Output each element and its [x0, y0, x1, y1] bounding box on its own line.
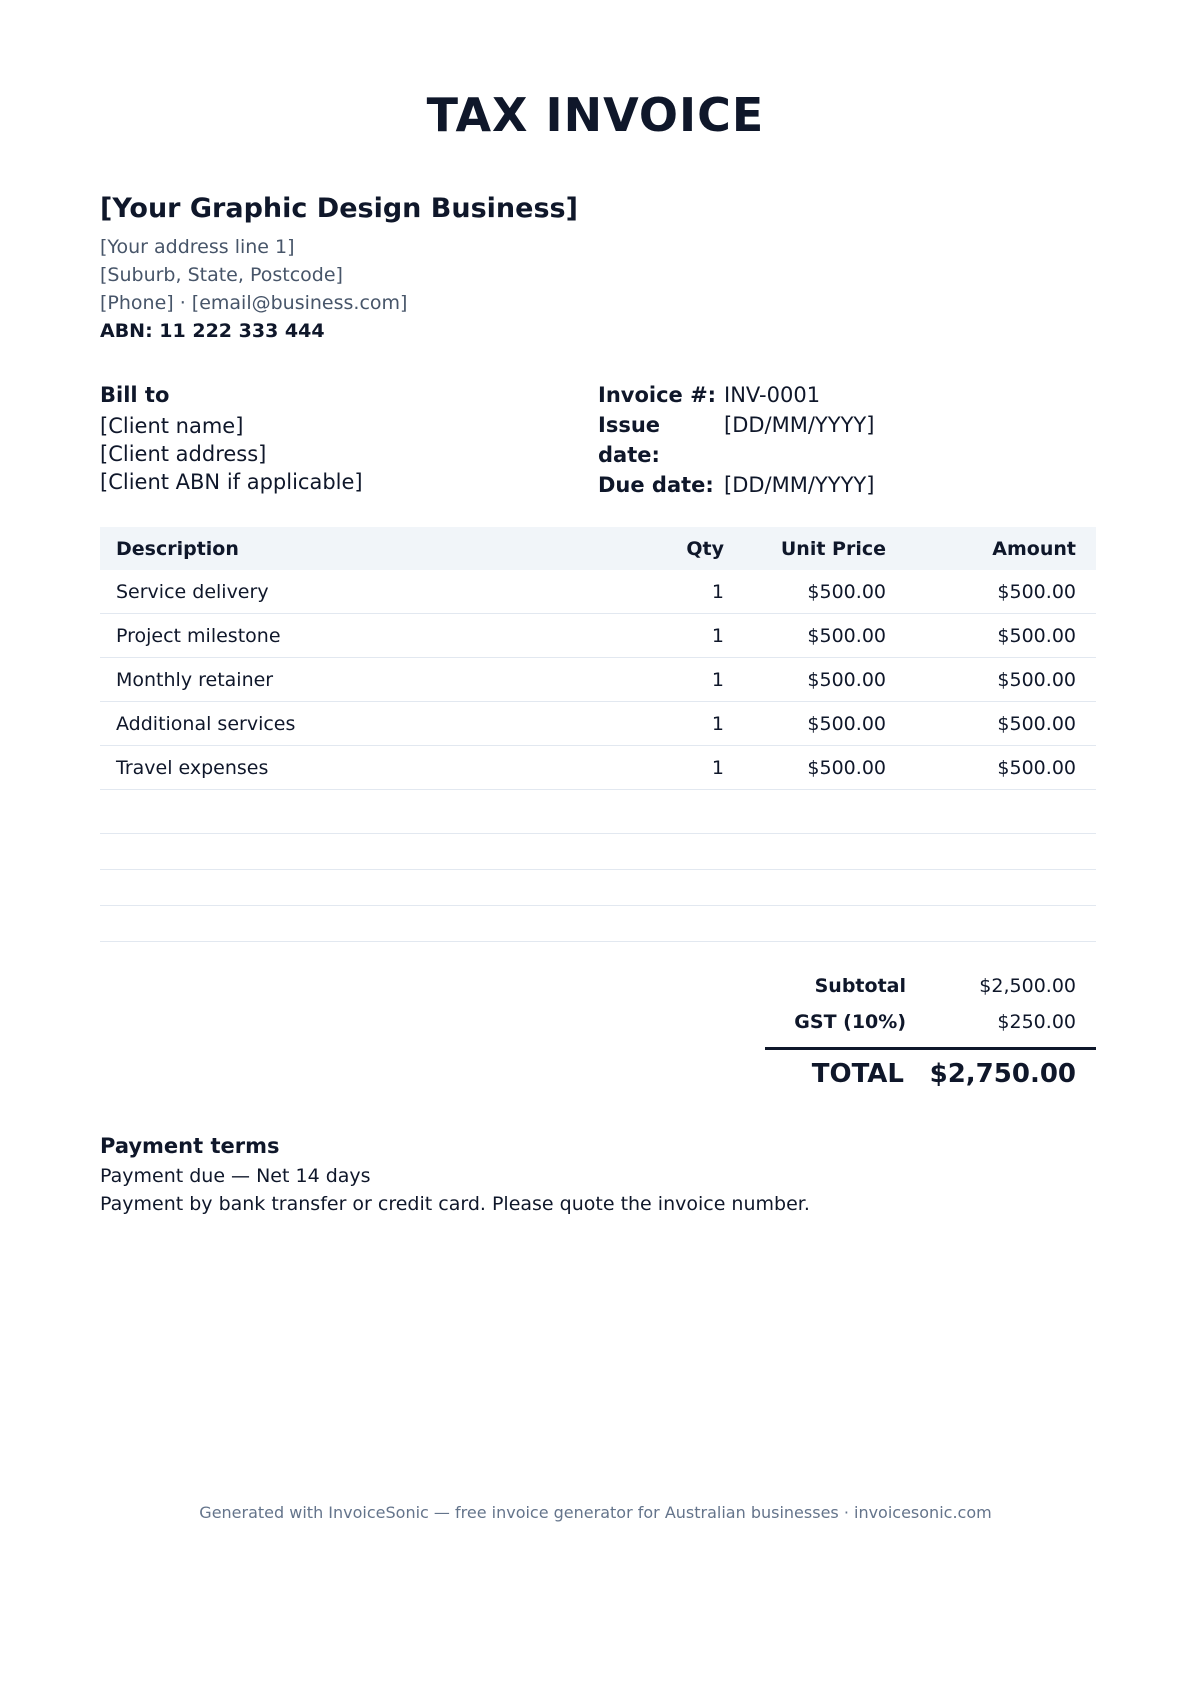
empty-row [100, 906, 1096, 942]
table-row [100, 746, 1096, 790]
header-description: Description [116, 537, 239, 560]
row-description: Monthly retainer [116, 668, 274, 691]
invoice-number-row [598, 380, 1098, 410]
business-address-line1: [Your address line 1] [100, 236, 295, 258]
empty-row [100, 834, 1096, 870]
client-abn: [Client ABN if applicable] [100, 470, 363, 494]
row-qty: 1 [711, 712, 724, 735]
row-amount: $500.00 [997, 756, 1076, 779]
totals-section [765, 968, 1096, 1098]
payment-terms-line1: Payment due — Net 14 days [100, 1165, 371, 1187]
payment-terms-line2: Payment by bank transfer or credit card. Please quote the invoice number. [100, 1193, 810, 1215]
row-unit-price: $500.00 [807, 668, 886, 691]
business-abn: ABN: 11 222 333 444 [100, 320, 325, 342]
empty-row [100, 870, 1096, 906]
row-description: Project milestone [116, 624, 281, 647]
footer-note: Generated with InvoiceSonic — free invoice generator for Australian businesses · invoicesonic.com [199, 1503, 992, 1522]
row-unit-price: $500.00 [807, 756, 886, 779]
row-unit-price: $500.00 [807, 712, 886, 735]
row-amount: $500.00 [997, 712, 1076, 735]
header-amount: Amount [992, 537, 1076, 560]
table-row [100, 702, 1096, 746]
due-date-label: Due date: [598, 473, 714, 497]
subtotal-label: Subtotal [814, 975, 906, 997]
issue-date-label: Issue date: [598, 413, 661, 467]
client-address: [Client address] [100, 442, 267, 466]
table-row [100, 614, 1096, 658]
payment-terms [100, 1130, 1000, 1218]
empty-row [100, 790, 1096, 834]
business-details [100, 193, 800, 345]
row-unit-price: $500.00 [807, 580, 886, 603]
business-address-line2: [Suburb, State, Postcode] [100, 264, 343, 286]
total-value: $2,750.00 [929, 1059, 1076, 1089]
bill-to-heading: Bill to [100, 383, 170, 407]
row-amount: $500.00 [997, 624, 1076, 647]
due-date-row [598, 470, 1098, 500]
subtotal-value: $2,500.00 [979, 975, 1076, 997]
row-description: Travel expenses [116, 756, 269, 779]
total-row [765, 1050, 1096, 1098]
gst-label: GST (10%) [794, 1011, 906, 1033]
table-row [100, 658, 1096, 702]
total-label: TOTAL [811, 1059, 904, 1089]
row-qty: 1 [711, 668, 724, 691]
subtotal-row [765, 968, 1096, 1004]
invoice-meta [598, 380, 1098, 500]
row-amount: $500.00 [997, 668, 1076, 691]
document-title: TAX INVOICE [426, 88, 765, 142]
gst-value: $250.00 [997, 1011, 1076, 1033]
header-qty: Qty [686, 537, 724, 560]
header-unit-price: Unit Price [780, 537, 886, 560]
issue-date-row [598, 410, 1098, 470]
payment-terms-heading: Payment terms [100, 1134, 280, 1158]
row-qty: 1 [711, 624, 724, 647]
row-description: Additional services [116, 712, 296, 735]
row-description: Service delivery [116, 580, 269, 603]
row-amount: $500.00 [997, 580, 1076, 603]
table-header [100, 527, 1096, 570]
invoice-number: INV-0001 [724, 383, 821, 407]
gst-row [765, 1004, 1096, 1040]
row-qty: 1 [711, 580, 724, 603]
bill-to-section [100, 380, 580, 496]
business-name: [Your Graphic Design Business] [100, 193, 578, 224]
invoice-number-label: Invoice #: [598, 383, 717, 407]
issue-date: [DD/MM/YYYY] [724, 413, 875, 437]
table-row [100, 570, 1096, 614]
client-name: [Client name] [100, 414, 244, 438]
line-items-table [100, 527, 1096, 942]
business-contact: [Phone] · [email@business.com] [100, 292, 408, 314]
row-qty: 1 [711, 756, 724, 779]
due-date: [DD/MM/YYYY] [724, 473, 875, 497]
row-unit-price: $500.00 [807, 624, 886, 647]
